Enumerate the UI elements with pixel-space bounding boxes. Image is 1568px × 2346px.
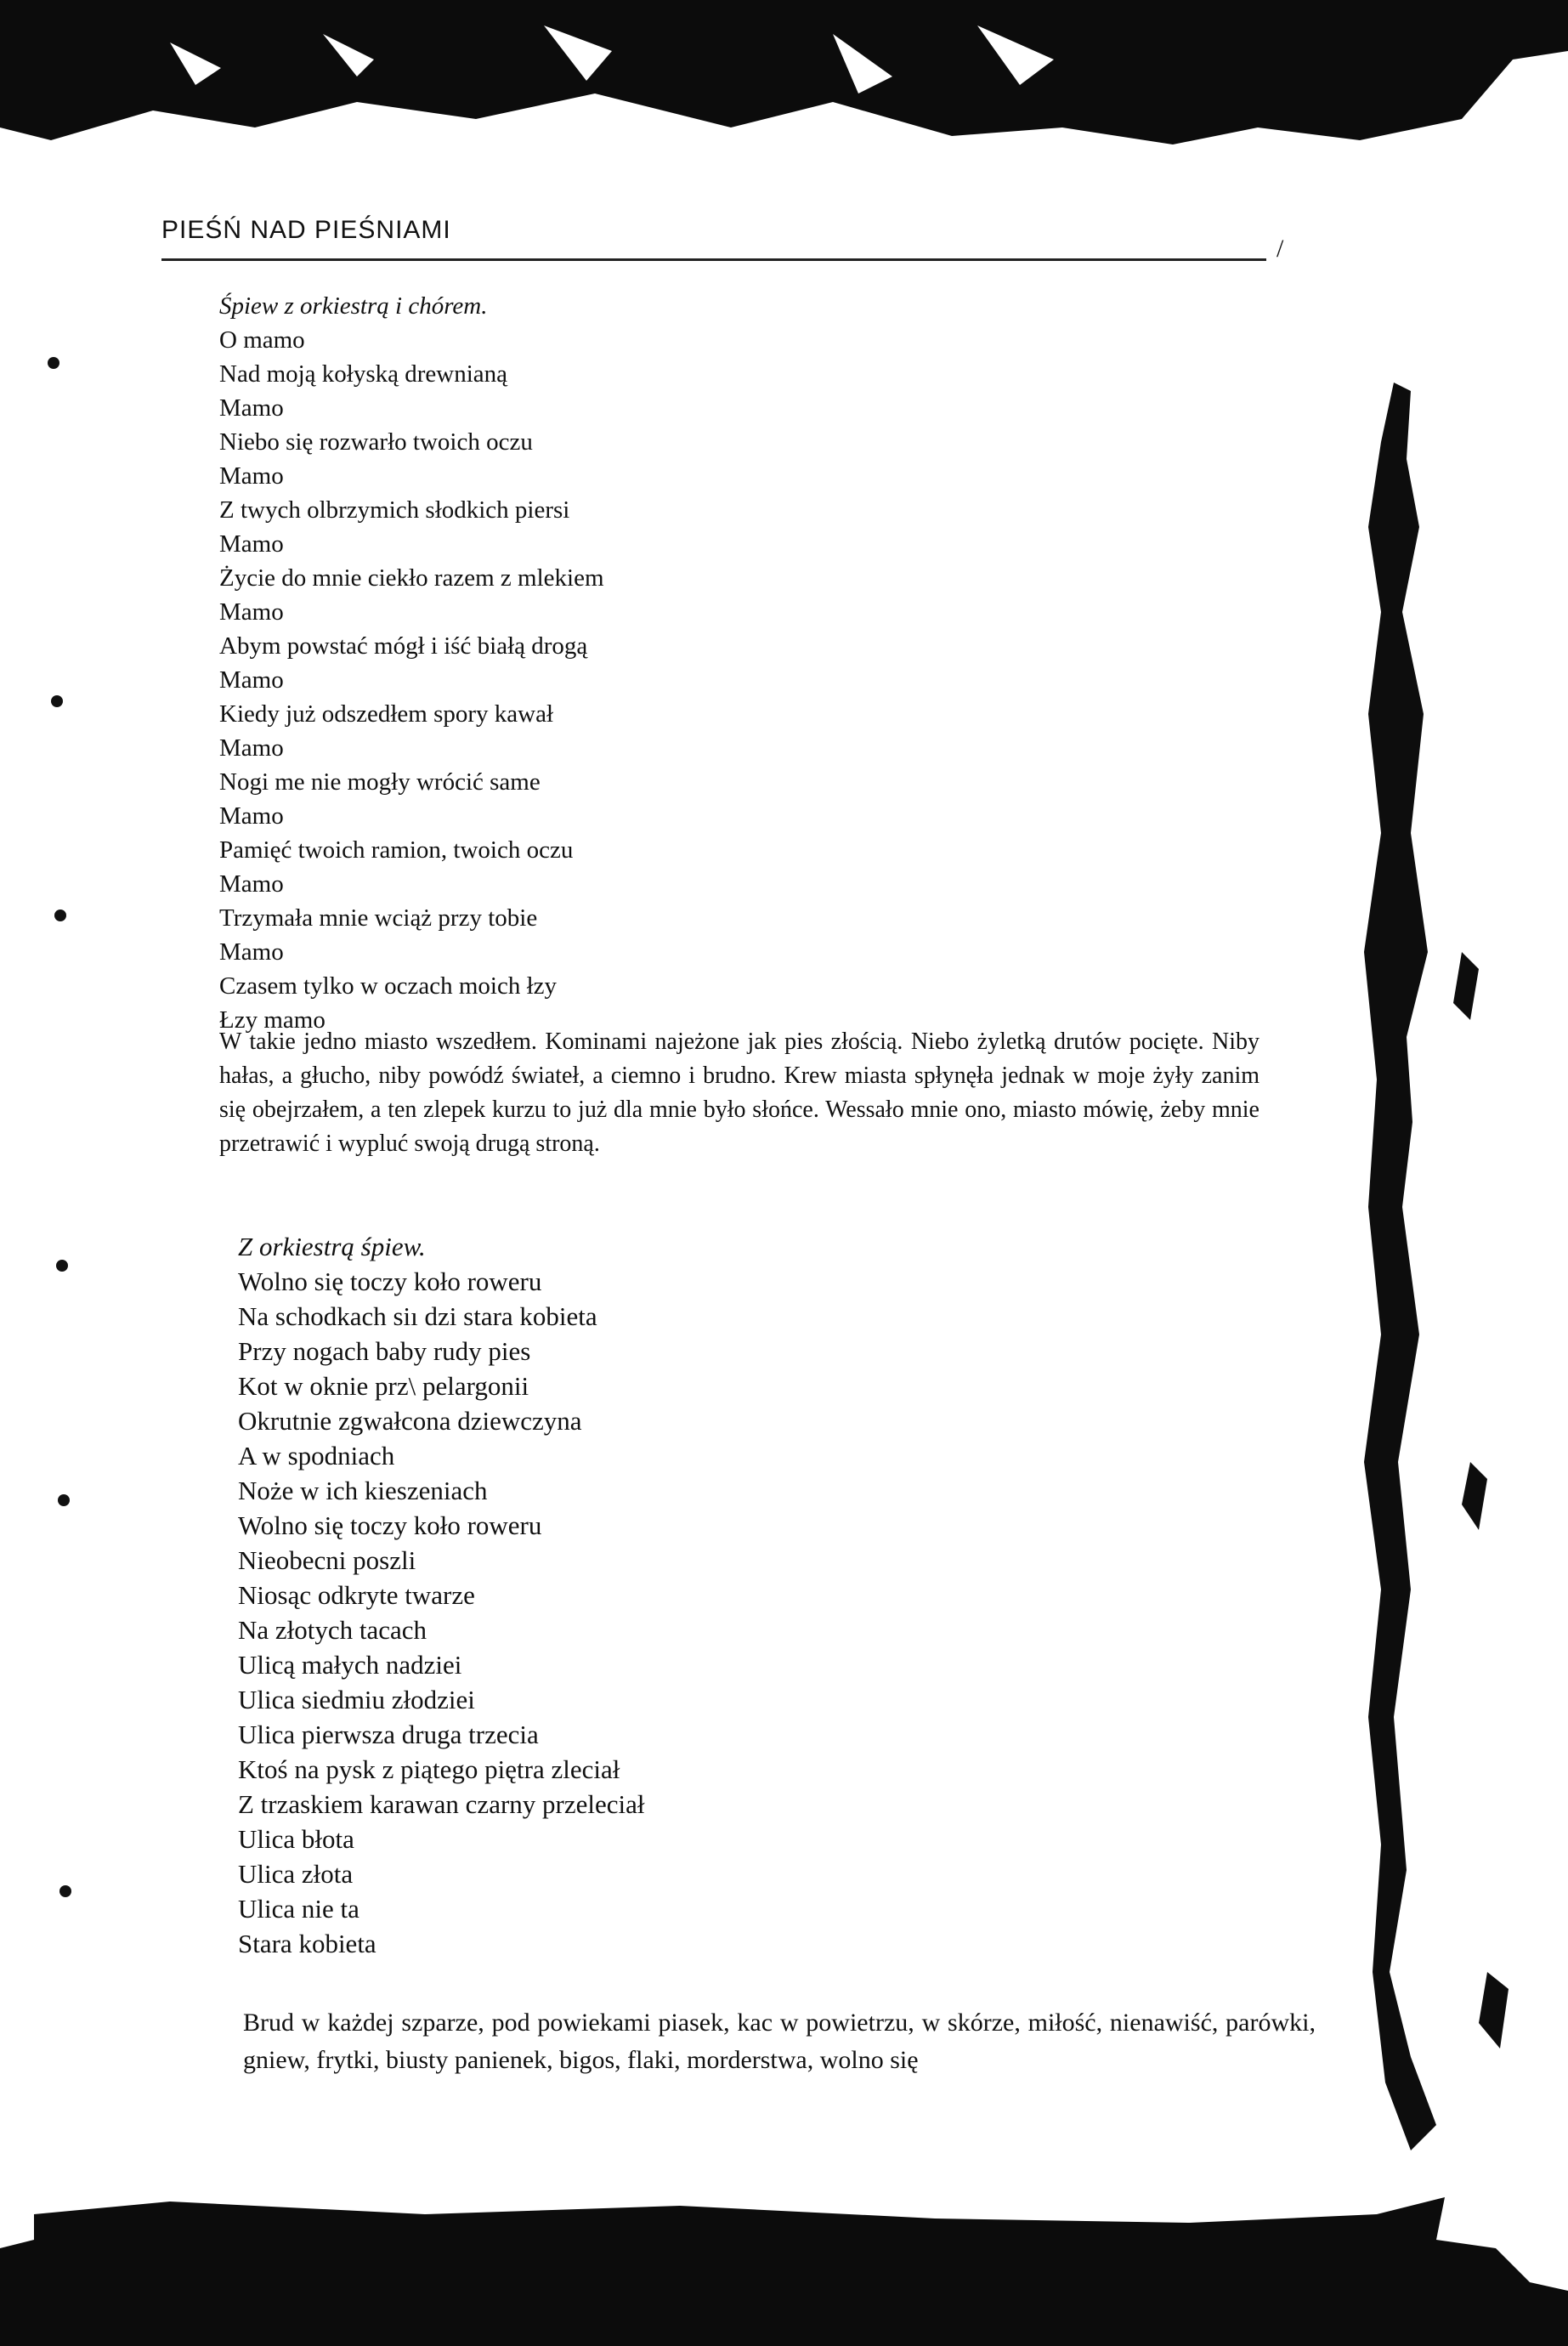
verse-line: Mamo	[219, 734, 284, 762]
prose-paragraph: W takie jedno miasto wszedłem. Kominami najeżone jak pies złością. Niebo żyletką drutów pocięte. Niby hałas, a głucho, niby powódź świateł, a ciemno i brudno. Krew miasta spłynęła jednak w moje żyły zanim się obejrzałem, a ten zlepek kurzu to już dla mnie było słońce. Wessało mnie ono, miasto mówię, żeby mnie przetrawić i wypluć swoją drugą stroną.	[219, 1028, 1259, 1157]
verse-line: Na schodkach siı dzi stara kobieta	[238, 1301, 597, 1331]
scan-edge-top	[0, 0, 1568, 162]
verse-line: Okrutnie zgwałcona dziewczyna	[238, 1406, 582, 1436]
stage-direction: Z orkiestrą śpiew.	[238, 1232, 426, 1261]
margin-spot	[56, 1260, 68, 1272]
margin-spot	[48, 357, 59, 369]
verse-line: Mamo	[219, 870, 284, 898]
verse-line: Wolno się toczy koło roweru	[238, 1266, 542, 1296]
verse-line: Niebo się rozwarło twoich oczu	[219, 428, 533, 456]
verse-line: Mamo	[219, 938, 284, 966]
verse-line: O mamo	[219, 326, 305, 354]
scan-edge-bottom	[0, 2189, 1568, 2346]
verse-line: Mamo	[219, 666, 284, 694]
verse-line: Mamo	[219, 530, 284, 558]
verse-line: Pamięć twoich ramion, twoich oczu	[219, 836, 574, 864]
verse-line: Ulica złota	[238, 1859, 354, 1889]
verse-line: Niosąc odkryte twarze	[238, 1580, 475, 1610]
verse-line: Mamo	[219, 598, 284, 626]
verse-line: Ktoś na pysk z piątego piętra zleciał	[238, 1754, 620, 1784]
header-rule	[161, 258, 1266, 261]
verse-line: Na złotych tacach	[238, 1615, 427, 1645]
verse-line: Z trzaskiem karawan czarny przeleciał	[238, 1789, 645, 1819]
verse-line: Ulica siedmiu złodziei	[238, 1685, 475, 1714]
verse-line: Noże w ich kieszeniach	[238, 1476, 488, 1505]
verse-line: Ulica nie ta	[238, 1894, 359, 1924]
verse-line: Ulica pierwsza druga trzecia	[238, 1720, 539, 1749]
verse-line: Czasem tylko w oczach moich łzy	[219, 972, 558, 1000]
verse-line: Mamo	[219, 394, 284, 422]
verse-line: Stara kobieta	[238, 1929, 376, 1958]
verse-line: Ulicą małych nadziei	[238, 1650, 462, 1680]
scan-edge-right	[1360, 357, 1568, 2159]
song-two	[238, 1229, 645, 1961]
verse-line: Kiedy już odszedłem spory kawał	[219, 700, 554, 728]
margin-spot	[54, 910, 66, 921]
verse-line: Nogi me nie mogły wrócić same	[219, 768, 541, 796]
verse-line: Przy nogach baby rudy pies	[238, 1336, 531, 1366]
verse-line: Łzy mamo	[219, 1006, 325, 1034]
verse-line: Abym powstać mógł i iść białą drogą	[219, 632, 588, 660]
verse-line: Trzymała mnie wciąż przy tobie	[219, 904, 538, 932]
verse-line: Mamo	[219, 462, 284, 490]
verse-line: Życie do mnie ciekło razem z mlekiem	[219, 564, 604, 592]
stage-direction: Śpiew z orkiestrą i chórem.	[219, 292, 488, 320]
verse-line: Nieobecni poszli	[238, 1545, 416, 1575]
verse-line: Z twych olbrzymich słodkich piersi	[219, 496, 570, 524]
song-one	[219, 289, 604, 1037]
verse-line: Kot w oknie prz\ pelargonii	[238, 1371, 529, 1401]
margin-mark: /	[1276, 235, 1284, 263]
margin-spot	[59, 1885, 71, 1897]
verse-line: Nad moją kołyską drewnianą	[219, 360, 508, 388]
margin-spot	[51, 695, 63, 707]
running-header: PIEŚŃ NAD PIEŚNIAMI	[161, 216, 451, 244]
verse-line: Ulica błota	[238, 1824, 354, 1854]
margin-spot	[58, 1494, 70, 1506]
verse-line: Wolno się toczy koło roweru	[238, 1510, 542, 1540]
prose-paragraph: Brud w każdej szparze, pod powiekami piasek, kac w powietrzu, w skórze, miłość, nienawiść, parówki, gniew, frytki, biusty panienek, bigos, flaki, morderstwa, wolno się	[243, 2009, 1316, 2074]
verse-line: A w spodniach	[238, 1441, 395, 1470]
verse-line: Mamo	[219, 802, 284, 830]
